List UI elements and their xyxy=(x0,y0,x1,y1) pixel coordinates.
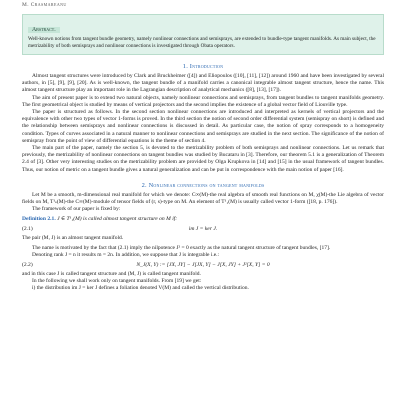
intro-paragraph-1: Almost tangent structures were introduced by Clark and Bruckheimer ([4]) and Eliopoulos ([10], [11], [12]) around 1960 and have been investigated by several authors, in [5], [9], [9], [20]. As is well-known, the tangent bundle of a manifold carries a canonical integrable almost tangent structure, hence the name. This almost tangent structure play an important role in the Lagrangian description of analytical mechanics ([8], [13], [17]). xyxy=(22,73,384,94)
equation-2-1 xyxy=(22,225,384,234)
intro-paragraph-4: The main part of the paper, namely the section 5, is devoted to the metrizability problem of both semisprays and nonlinear connections. Let us remark that previously, the metrizability of nonlinear connections on tangent bundles was studied by Bucataru in [3]. Therefore, our theorem 5.1 is a generalization of Theorem 2.4 of [3]. Other very interesting studies on the metrizability problem are provided by Olga Krupkova in [14] and [15] in the usual framework of tangent bundles. Thus, our notion of metric on a tangent bundle gives a natural generalization and can be put in correspondence with the main notion of paper [16]. xyxy=(22,145,384,173)
section-title-introduction: 1. Introduction xyxy=(182,63,224,70)
equation-body: N_J(X, Y) := [JX, JY] − J[JX, Y] − J[X, JY] + J²[X, Y] = 0 xyxy=(136,261,270,268)
abstract-label: Abstract. xyxy=(28,27,60,33)
abstract-box xyxy=(22,14,384,55)
section2-paragraph-5: Denoting rank J = n it results m = 2n. In addition, we suppose that J is integrable i.e.: xyxy=(32,252,220,259)
definition-text: J ∈ T¹₁(M) is called almost tangent structure on M if: xyxy=(57,216,178,223)
section2-paragraph-8: i) the distribution im J = ker J defines a foliation denoted V(M) and called the vertical distribution. xyxy=(32,284,249,291)
definition-2-1 xyxy=(22,216,384,224)
section-title-nonlinear-connections: 2. Nonlinear connections on tangent manifolds xyxy=(141,181,265,189)
section2-paragraph-1: Let M be a smooth, m-dimensional real manifold for which we denote: C∞(M)-the real algebra of smooth real functions on M, χ(M)-the Lie algebra of vector fields on M, T¹ₛ(M)-the C∞(M)-module of tensor fields of (r, s)-type on M. An element of T¹₁(M) is usually called vector 1-form ([18, p. 176]). xyxy=(22,191,384,206)
section2-paragraph-2: The framework of our paper is fixed by: xyxy=(32,206,121,213)
paper-page xyxy=(22,0,384,292)
section2-paragraph-4: The name is motivated by the fact that (2.1) imply the nilpotence J² = 0 exactly as the natural tangent structure of tangent bundles, [17]. xyxy=(32,245,331,252)
section2-paragraph-3: The pair (M, J) is an almost tangent manifold. xyxy=(22,234,124,241)
equation-2-2 xyxy=(22,261,384,270)
running-head: M. Crasmareanu xyxy=(22,2,67,8)
abstract-text: Well-known notions from tangent bundle geometry, namely nonlinear connections and semisprays, are extended to bundle-type tangent manifolds. As main subject, the metrizability of both semisprays and nonlinear connections is investigated through Obata operators. xyxy=(28,36,376,49)
intro-paragraph-3: The paper is structured as follows. In the second section nonlinear connections are introduced and interpreted as kernels of vertical projectors and the equivalence with other two types of vector 1-forms is proved. In the third section the notion of second order differential system (semispray on short) is defined and the relationship between semisprays and nonlinear connections is discussed in detail. As particular case, the notion of spray corresponds to a homogeneity condition. Types of curves associated in a natural manner to nonlinear connections and semisprays are studied in the next section. The significance of the notion of semispray from the point of view of differential equations is the theme of section 4. xyxy=(22,109,384,144)
intro-paragraph-2: The aim of present paper is to extend two natural objects, namely nonlinear connections and semisprays, from tangent bundles to tangent manifolds geometry. The first geometrical object is studied by means of vertical projectors and the second implies the existence of a global vector field of Liouville type. xyxy=(22,94,384,108)
section2-paragraph-6: and in this case J is called tangent structure and (M, J) is called tangent manifold. xyxy=(22,270,201,277)
equation-body: im J = ker J. xyxy=(188,225,218,232)
equation-number: (2.1) xyxy=(22,225,33,232)
section2-paragraph-7: In the following we shall work only on tangent manifolds. From [19] we get: xyxy=(32,277,202,284)
equation-number: (2.2) xyxy=(22,261,33,268)
definition-label: Definition 2.1. xyxy=(22,216,56,223)
